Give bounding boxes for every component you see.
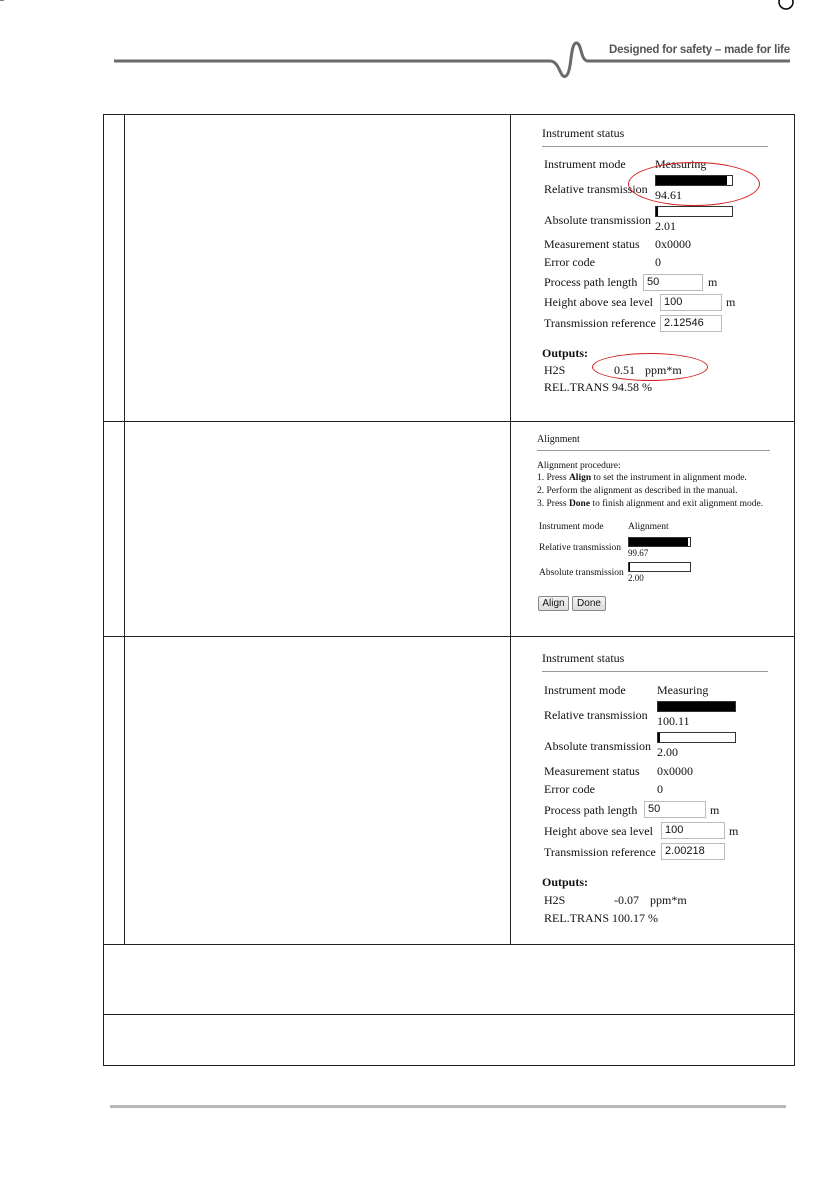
rel-trans-output: REL.TRANS 100.17 % xyxy=(544,911,658,925)
absolute-transmission-bar xyxy=(628,562,691,572)
rel-trans-output: REL.TRANS 94.58 % xyxy=(544,380,652,394)
instrument-mode-label: Instrument mode xyxy=(544,157,626,171)
absolute-transmission-bar xyxy=(655,206,733,217)
procedure-title: Alignment procedure: xyxy=(537,461,621,471)
outputs-heading: Outputs: xyxy=(542,875,589,889)
title-rule xyxy=(542,671,768,672)
process-path-length-label: Process path length xyxy=(544,803,638,817)
error-code-value: 0 xyxy=(655,255,661,269)
instrument-mode-value: Measuring xyxy=(655,157,707,171)
footer-rule xyxy=(110,1105,786,1108)
error-code-label: Error code xyxy=(544,782,595,796)
relative-transmission-label: Relative transmission xyxy=(539,543,622,553)
instrument-mode-label: Instrument mode xyxy=(544,683,626,697)
procedure-step-3: 3. Press Done to finish alignment and exit alignment mode. xyxy=(537,499,764,509)
h2s-label: H2S xyxy=(544,893,566,907)
panel-title: Instrument status xyxy=(542,126,625,140)
row-divider xyxy=(104,636,794,637)
outputs-heading: Outputs: xyxy=(542,346,589,360)
relative-transmission-label: Relative transmission xyxy=(544,182,648,196)
instrument-mode-value: Measuring xyxy=(657,683,709,697)
absolute-transmission-label: Absolute transmission xyxy=(539,568,624,578)
height-above-sea-level-label: Height above sea level xyxy=(544,295,653,309)
error-code-label: Error code xyxy=(544,255,595,269)
title-rule xyxy=(542,146,768,147)
measurement-status-label: Measurement status xyxy=(544,237,640,251)
absolute-transmission-label: Absolute transmission xyxy=(544,213,651,227)
measurement-status-value: 0x0000 xyxy=(655,237,691,251)
alignment-panel xyxy=(537,431,773,615)
height-unit: m xyxy=(726,295,736,309)
h2s-unit: ppm*m xyxy=(650,893,687,907)
process-path-length-label: Process path length xyxy=(544,275,638,289)
transmission-reference-input[interactable]: 2.00218 xyxy=(661,843,725,860)
header-slogan: Designed for safety – made for life xyxy=(609,44,790,56)
row-divider xyxy=(104,421,794,422)
height-above-sea-level-input[interactable]: 100 xyxy=(660,294,722,311)
h2s-unit: ppm*m xyxy=(645,363,682,377)
h2s-value: -0.07 xyxy=(614,893,639,907)
highlight-ellipse-relative xyxy=(628,162,760,206)
relative-transmission-value: 94.61 xyxy=(655,188,682,202)
align-button[interactable]: Align xyxy=(538,596,569,611)
process-path-length-unit: m xyxy=(710,803,720,817)
measurement-status-value: 0x0000 xyxy=(657,764,693,778)
title-rule xyxy=(537,450,770,451)
transmission-reference-input[interactable]: 2.12546 xyxy=(660,315,722,332)
relative-transmission-bar xyxy=(628,537,691,547)
panel-title: Alignment xyxy=(537,434,580,445)
error-code-value: 0 xyxy=(657,782,663,796)
row-divider xyxy=(104,944,794,945)
relative-transmission-label: Relative transmission xyxy=(544,708,648,722)
procedure-step-1: 1. Press Align to set the instrument in alignment mode. xyxy=(537,473,747,483)
column-divider xyxy=(510,115,511,944)
relative-transmission-bar xyxy=(657,701,736,712)
absolute-transmission-value: 2.00 xyxy=(628,573,644,583)
height-unit: m xyxy=(729,824,739,838)
absolute-transmission-value: 2.00 xyxy=(657,745,678,759)
h2s-label: H2S xyxy=(544,363,566,377)
absolute-transmission-value: 2.01 xyxy=(655,219,676,233)
column-divider xyxy=(124,115,125,944)
absolute-transmission-bar xyxy=(657,732,736,743)
procedure-step-2: 2. Perform the alignment as described in the manual. xyxy=(537,486,738,496)
panel-title: Instrument status xyxy=(542,651,625,665)
instrument-status-panel-1 xyxy=(542,124,772,404)
process-path-length-input[interactable]: 50 xyxy=(643,274,703,291)
height-above-sea-level-label: Height above sea level xyxy=(544,824,653,838)
absolute-transmission-label: Absolute transmission xyxy=(544,739,651,753)
measurement-status-label: Measurement status xyxy=(544,764,640,778)
instrument-mode-label: Instrument mode xyxy=(539,522,604,532)
process-path-length-unit: m xyxy=(708,275,718,289)
transmission-reference-label: Transmission reference xyxy=(544,845,656,859)
row-divider xyxy=(104,1014,794,1015)
relative-transmission-value: 99.67 xyxy=(628,548,649,558)
h2s-value: 0.51 xyxy=(614,363,635,377)
done-button[interactable]: Done xyxy=(572,596,606,611)
highlight-ellipse-h2s xyxy=(592,353,708,381)
relative-transmission-value: 100.11 xyxy=(657,714,690,728)
process-path-length-input[interactable]: 50 xyxy=(644,801,706,818)
transmission-reference-label: Transmission reference xyxy=(544,316,656,330)
instrument-mode-value: Alignment xyxy=(628,522,669,532)
instrument-status-panel-3 xyxy=(542,650,772,930)
height-above-sea-level-input[interactable]: 100 xyxy=(661,822,725,839)
